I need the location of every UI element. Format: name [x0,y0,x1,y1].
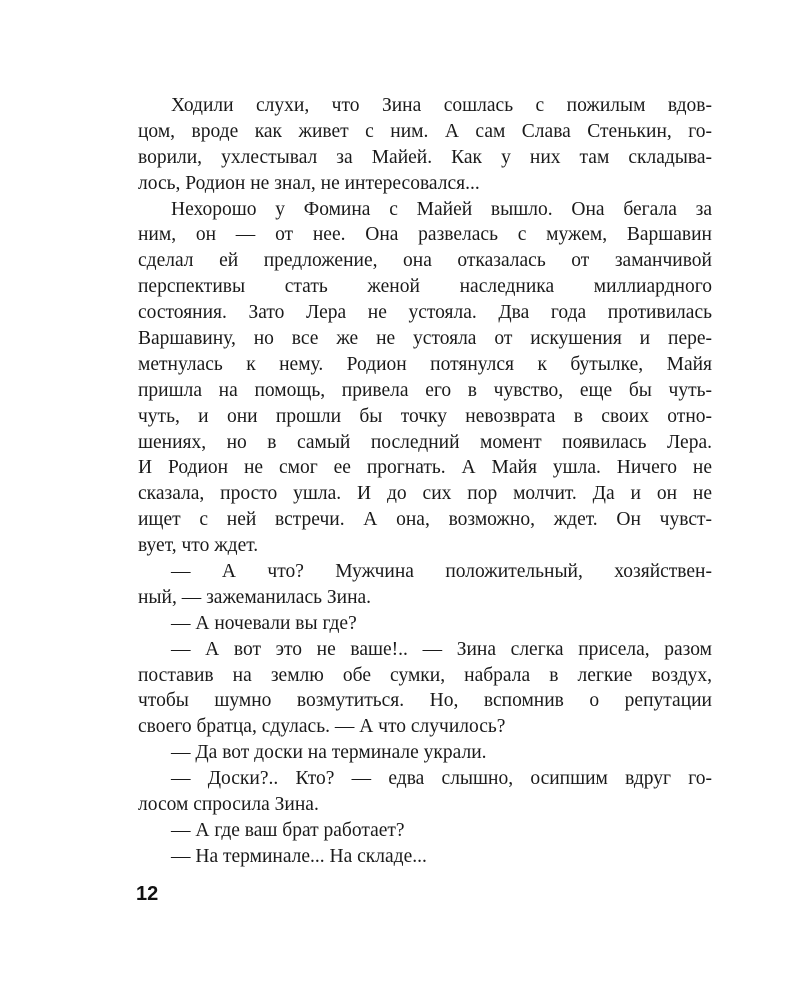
text-line: Варшавину, но все же не устояла от искушения и пере- [138,328,712,350]
page-number: 12 [136,883,159,905]
text-line: цом, вроде как живет с ним. А сам Слава Стенькин, го- [138,120,712,142]
narrative-paragraph [138,197,712,559]
text-line: вует, что ждет. [138,535,259,557]
text-line: И Родион не смог ее прогнать. А Майя ушла. Ничего не [138,457,712,479]
text-line: — А вот это не ваше!.. — Зина слегка присела, разом [171,638,712,660]
text-line: шениях, но в самый последний момент появилась Лера. [138,431,712,453]
dialogue-paragraph [138,766,712,818]
text-line: своего братца, сдулась. — А что случилось? [138,716,506,738]
text-line: — На терминале... На складе... [171,845,427,867]
text-line: — Да вот доски на терминале украли. [171,742,487,764]
text-line: — А ночевали вы где? [171,612,357,634]
dialogue-paragraph [138,637,712,741]
dialogue-paragraph [138,818,712,844]
text-line: перспективы стать женой наследника миллиардного [138,276,712,298]
text-line: — Доски?.. Кто? — едва слышно, осипшим вдруг го- [171,768,712,790]
dialogue-paragraph [138,611,712,637]
text-line: чтобы шумно возмутиться. Но, вспомнив о репутации [138,690,712,712]
text-line: поставив на землю обе сумки, набрала в легкие воздух, [138,664,712,686]
text-line: метнулась к нему. Родион потянулся к бутылке, Майя [138,353,712,375]
narrative-paragraph [138,93,712,197]
text-line: лосом спросила Зина. [138,794,319,816]
dialogue-paragraph [138,740,712,766]
text-line: лось, Родион не знал, не интересовался... [138,172,480,194]
dialogue-paragraph [138,844,712,870]
text-line: Нехорошо у Фомина с Майей вышло. Она бегала за [171,198,712,220]
body-text [138,93,712,870]
text-line: чуть, и они прошли бы точку невозврата в своих отно- [138,405,712,427]
text-line: сказала, просто ушла. И до сих пор молчит. Да и он не [138,483,712,505]
text-line: ворили, ухлестывал за Майей. Как у них там складыва- [138,146,712,168]
text-line: Ходили слухи, что Зина сошлась с пожилым вдов- [171,95,712,116]
text-line: ный, — зажеманилась Зина. [138,586,372,608]
text-line: — А что? Мужчина положительный, хозяйствен- [171,561,712,583]
text-line: ним, он — от нее. Она развелась с мужем, Варшавин [138,224,712,246]
text-line: — А где ваш брат работает? [171,819,405,841]
text-line: ищет с ней встречи. А она, возможно, ждет. Он чувст- [138,509,712,531]
text-line: состояния. Зато Лера не устояла. Два года противилась [138,302,712,324]
dialogue-paragraph [138,559,712,611]
text-line: сделал ей предложение, она отказалась от заманчивой [138,250,712,272]
text-line: пришла на помощь, привела его в чувство, еще бы чуть- [138,379,712,401]
